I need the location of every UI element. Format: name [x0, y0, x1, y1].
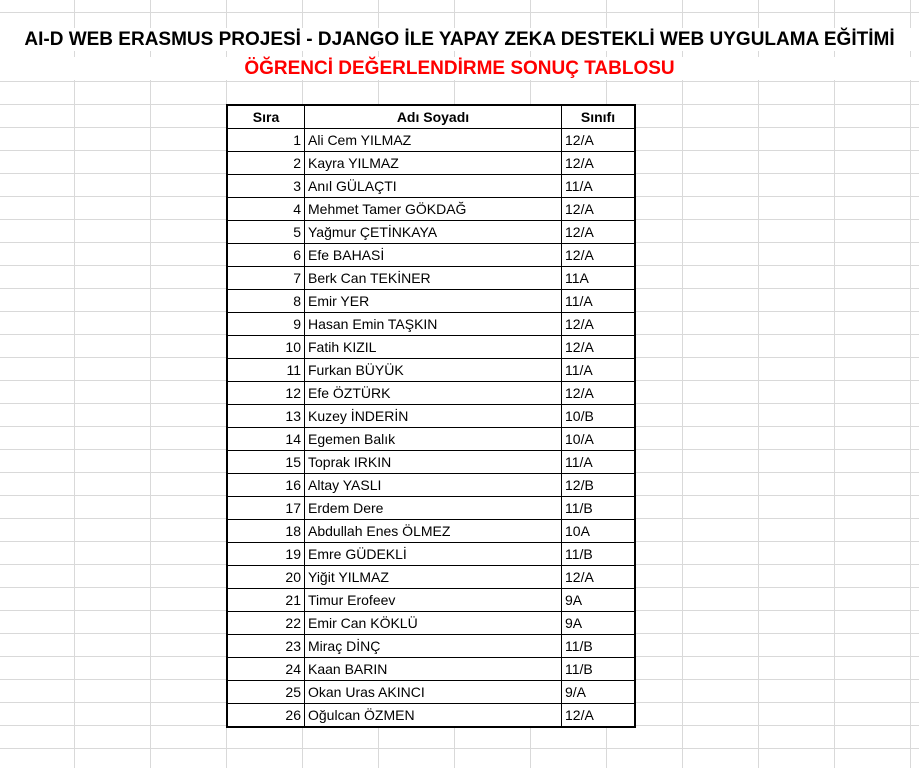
table-row	[227, 152, 635, 175]
cell-name[interactable]: Emre GÜDEKLİ	[305, 543, 562, 566]
table-row	[227, 497, 635, 520]
cell-no[interactable]: 8	[227, 290, 305, 313]
cell-no[interactable]: 16	[227, 474, 305, 497]
cell-class[interactable]: 11/A	[562, 451, 636, 474]
cell-class[interactable]: 9/A	[562, 681, 636, 704]
table-row	[227, 428, 635, 451]
cell-no[interactable]: 26	[227, 704, 305, 728]
column-header-name[interactable]: Adı Soyadı	[305, 105, 562, 129]
cell-class[interactable]: 11/B	[562, 543, 636, 566]
page-title: AI-D WEB ERASMUS PROJESİ - DJANGO İLE YAPAY ZEKA DESTEKLİ WEB UYGULAMA EĞİTİMİ	[0, 28, 919, 51]
cell-class[interactable]: 10/B	[562, 405, 636, 428]
table-row	[227, 221, 635, 244]
cell-no[interactable]: 21	[227, 589, 305, 612]
cell-no[interactable]: 17	[227, 497, 305, 520]
cell-name[interactable]: Efe ÖZTÜRK	[305, 382, 562, 405]
cell-no[interactable]: 23	[227, 635, 305, 658]
cell-no[interactable]: 22	[227, 612, 305, 635]
cell-class[interactable]: 12/A	[562, 152, 636, 175]
table-row	[227, 359, 635, 382]
cell-name[interactable]: Erdem Dere	[305, 497, 562, 520]
table-row	[227, 520, 635, 543]
cell-no[interactable]: 4	[227, 198, 305, 221]
cell-no[interactable]: 24	[227, 658, 305, 681]
cell-no[interactable]: 5	[227, 221, 305, 244]
table-row	[227, 244, 635, 267]
table-row	[227, 681, 635, 704]
cell-name[interactable]: Yağmur ÇETİNKAYA	[305, 221, 562, 244]
cell-name[interactable]: Okan Uras AKINCI	[305, 681, 562, 704]
cell-class[interactable]: 12/A	[562, 198, 636, 221]
table-row	[227, 658, 635, 681]
cell-class[interactable]: 11/A	[562, 290, 636, 313]
cell-name[interactable]: Egemen Balık	[305, 428, 562, 451]
cell-class[interactable]: 12/B	[562, 474, 636, 497]
cell-no[interactable]: 19	[227, 543, 305, 566]
table-row	[227, 589, 635, 612]
cell-name[interactable]: Miraç DİNÇ	[305, 635, 562, 658]
cell-no[interactable]: 18	[227, 520, 305, 543]
cell-class[interactable]: 11/B	[562, 635, 636, 658]
cell-class[interactable]: 11/A	[562, 359, 636, 382]
cell-class[interactable]: 12/A	[562, 566, 636, 589]
cell-name[interactable]: Efe BAHASİ	[305, 244, 562, 267]
cell-name[interactable]: Emir Can KÖKLÜ	[305, 612, 562, 635]
cell-class[interactable]: 10/A	[562, 428, 636, 451]
cell-name[interactable]: Yiğit YILMAZ	[305, 566, 562, 589]
cell-class[interactable]: 10A	[562, 520, 636, 543]
cell-name[interactable]: Kaan BARIN	[305, 658, 562, 681]
cell-name[interactable]: Mehmet Tamer GÖKDAĞ	[305, 198, 562, 221]
cell-name[interactable]: Emir YER	[305, 290, 562, 313]
cell-no[interactable]: 20	[227, 566, 305, 589]
cell-class[interactable]: 11A	[562, 267, 636, 290]
cell-no[interactable]: 9	[227, 313, 305, 336]
table-row	[227, 175, 635, 198]
cell-no[interactable]: 1	[227, 129, 305, 152]
cell-no[interactable]: 11	[227, 359, 305, 382]
cell-class[interactable]: 12/A	[562, 336, 636, 359]
cell-name[interactable]: Timur Erofeev	[305, 589, 562, 612]
cell-name[interactable]: Furkan BÜYÜK	[305, 359, 562, 382]
cell-no[interactable]: 14	[227, 428, 305, 451]
column-header-no[interactable]: Sıra	[227, 105, 305, 129]
table-row	[227, 612, 635, 635]
cell-class[interactable]: 9A	[562, 589, 636, 612]
cell-class[interactable]: 12/A	[562, 313, 636, 336]
cell-name[interactable]: Kayra YILMAZ	[305, 152, 562, 175]
cell-class[interactable]: 9A	[562, 612, 636, 635]
cell-name[interactable]: Fatih KIZIL	[305, 336, 562, 359]
cell-no[interactable]: 15	[227, 451, 305, 474]
cell-class[interactable]: 12/A	[562, 244, 636, 267]
cell-no[interactable]: 2	[227, 152, 305, 175]
cell-class[interactable]: 11/A	[562, 175, 636, 198]
table-row	[227, 336, 635, 359]
column-header-class[interactable]: Sınıfı	[562, 105, 636, 129]
cell-name[interactable]: Anıl GÜLAÇTI	[305, 175, 562, 198]
cell-name[interactable]: Oğulcan ÖZMEN	[305, 704, 562, 728]
cell-name[interactable]: Altay YASLI	[305, 474, 562, 497]
cell-no[interactable]: 13	[227, 405, 305, 428]
table-row	[227, 267, 635, 290]
table-row	[227, 635, 635, 658]
cell-class[interactable]: 12/A	[562, 221, 636, 244]
cell-no[interactable]: 10	[227, 336, 305, 359]
table-row	[227, 704, 635, 728]
table-row	[227, 313, 635, 336]
cell-class[interactable]: 12/A	[562, 129, 636, 152]
cell-name[interactable]: Ali Cem YILMAZ	[305, 129, 562, 152]
results-table	[226, 104, 636, 728]
cell-no[interactable]: 25	[227, 681, 305, 704]
cell-class[interactable]: 11/B	[562, 658, 636, 681]
cell-name[interactable]: Kuzey İNDERİN	[305, 405, 562, 428]
cell-no[interactable]: 12	[227, 382, 305, 405]
table-row	[227, 382, 635, 405]
page-subtitle: ÖĞRENCİ DEĞERLENDİRME SONUÇ TABLOSU	[0, 57, 919, 80]
cell-class[interactable]: 12/A	[562, 704, 636, 728]
cell-class[interactable]: 12/A	[562, 382, 636, 405]
table-row	[227, 474, 635, 497]
table-row	[227, 290, 635, 313]
table-row	[227, 198, 635, 221]
cell-name[interactable]: Toprak IRKIN	[305, 451, 562, 474]
table-header-row	[227, 105, 635, 129]
table-row	[227, 566, 635, 589]
cell-no[interactable]: 3	[227, 175, 305, 198]
table-row	[227, 451, 635, 474]
table-row	[227, 129, 635, 152]
table-row	[227, 543, 635, 566]
cell-no[interactable]: 7	[227, 267, 305, 290]
cell-name[interactable]: Hasan Emin TAŞKIN	[305, 313, 562, 336]
table-row	[227, 405, 635, 428]
cell-name[interactable]: Berk Can TEKİNER	[305, 267, 562, 290]
cell-class[interactable]: 11/B	[562, 497, 636, 520]
cell-no[interactable]: 6	[227, 244, 305, 267]
cell-name[interactable]: Abdullah Enes ÖLMEZ	[305, 520, 562, 543]
